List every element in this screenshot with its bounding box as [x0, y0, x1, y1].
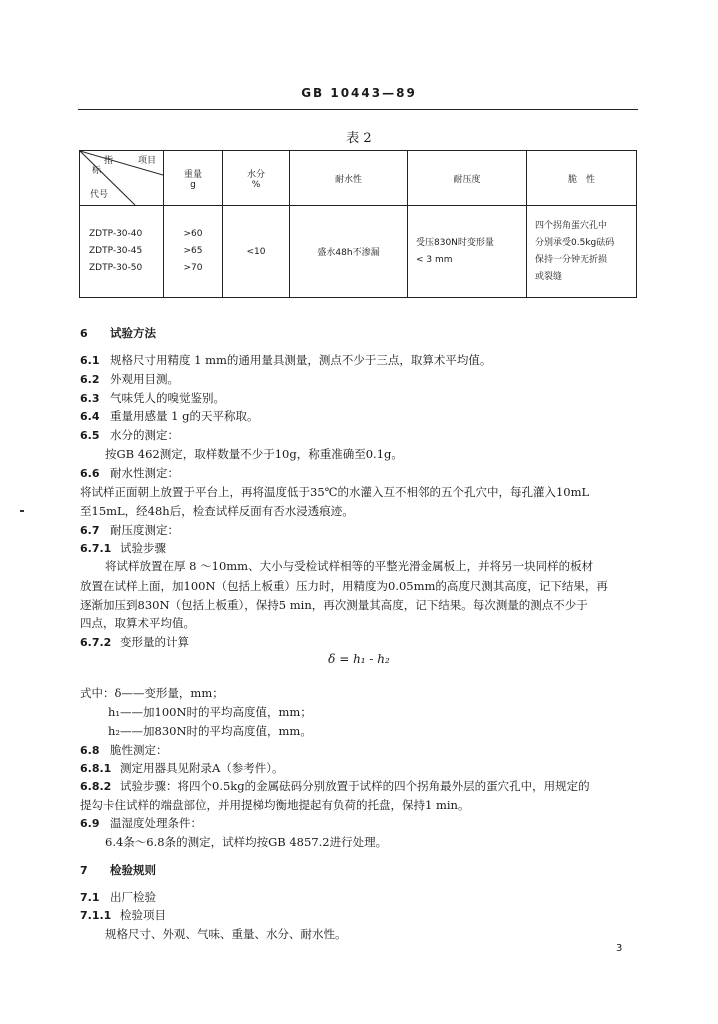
- clause-text: 将试样放置在厚 8 ～10mm、大小与受检试样相等的平整光滑金属板上，并将另一块同样的板材: [105, 559, 594, 573]
- clause-line: [80, 540, 166, 556]
- clause-number: 6.5: [80, 429, 100, 442]
- deformation-formula: δ = h₁ - h₂: [328, 652, 390, 666]
- text-line: [80, 797, 469, 813]
- text-line: [80, 615, 195, 631]
- clause-number: 6.7.1: [80, 542, 112, 555]
- brittle-cell: 四个拐角蛋穴孔中 分别承受0.5kg砝码 保持一分钟无折损 或裂缝: [527, 206, 637, 298]
- codes-cell: [80, 206, 164, 298]
- col-header-weight: 重量 g: [164, 151, 223, 206]
- clause-text: 脆性测定：: [110, 743, 168, 757]
- code-item: ZDTP-30-50: [89, 263, 143, 273]
- clause-number: 6.7: [80, 524, 100, 537]
- text-line: [108, 704, 312, 720]
- weights-cell: [164, 206, 223, 298]
- clause-line: [80, 907, 166, 923]
- clause-text: 重量用感量 1 g的天平称取。: [110, 409, 259, 423]
- clause-number: 6.8.1: [80, 762, 112, 775]
- clause-number: 6: [80, 327, 88, 340]
- text-line: [80, 685, 224, 701]
- clause-line: [80, 815, 202, 831]
- standard-header: GB 10443—89: [301, 86, 417, 100]
- clause-text: 规格尺寸、外观、气味、重量、水分、耐水性。: [105, 927, 347, 941]
- corner-label-mid: 标: [92, 166, 102, 176]
- code-item: ZDTP-30-45: [89, 246, 143, 256]
- clause-text: 放置在试样上面，加100N（包括上板重）压力时，用精度为0.05mm的高度尺测其高度，记下结果，再: [80, 579, 608, 593]
- clause-text: 逐渐加压到830N（包括上板重），保持5 min，再次测量其高度，记下结果。每次测量的测点不少于: [80, 598, 588, 612]
- clause-line: [80, 427, 179, 443]
- pressure-cell: 受压830N时变形量 < 3 mm: [408, 206, 527, 298]
- text-line: [80, 578, 608, 594]
- text-line: [105, 446, 403, 462]
- clause-text: 检验规则: [110, 863, 156, 877]
- water-cell: 盛水48h不渗漏: [290, 206, 408, 298]
- clause-line: [80, 465, 179, 481]
- weight-item: >60: [183, 229, 203, 239]
- corner-label-top: 指: [104, 156, 114, 166]
- clause-text: h₂——加830N时的平均高度值，mm。: [108, 724, 312, 738]
- code-item: ZDTP-30-40: [89, 229, 143, 239]
- col-header-pressure: 耐压度: [408, 151, 527, 206]
- margin-mark: [20, 510, 24, 512]
- clause-number: 6.8: [80, 744, 100, 757]
- text-line: [105, 834, 387, 850]
- clause-number: 7.1.1: [80, 909, 112, 922]
- clause-line: [80, 522, 179, 538]
- corner-label-right: 项目: [138, 156, 157, 166]
- header-rule: [78, 109, 638, 110]
- clause-text: 提勾卡住试样的端盘部位，并用提梯均衡地提起有负荷的托盘，保持1 min。: [80, 798, 470, 812]
- clause-number: 6.8.2: [80, 780, 112, 793]
- clause-line: [80, 408, 259, 424]
- clause-line: [80, 325, 156, 341]
- clause-text: 式中：δ——变形量，mm；: [80, 686, 224, 700]
- clause-line: [80, 352, 491, 368]
- clause-text: 外观用目测。: [110, 372, 179, 386]
- clause-text: 试验步骤: [120, 541, 166, 555]
- spec-table: [79, 150, 637, 298]
- table-data-row: [80, 206, 637, 298]
- clause-number: 6.7.2: [80, 636, 112, 649]
- clause-text: 变形量的计算: [120, 635, 189, 649]
- clause-text: 按GB 462测定，取样数量不少于10g，称重准确至0.1g。: [105, 447, 403, 461]
- col-header-moisture: 水分 %: [223, 151, 290, 206]
- clause-text: 耐水性测定：: [110, 466, 179, 480]
- clause-text: 规格尺寸用精度 1 mm的通用量具测量，测点不少于三点，取算术平均值。: [110, 353, 492, 367]
- clause-number: 6.2: [80, 373, 100, 386]
- clause-text: 四点，取算术平均值。: [80, 616, 195, 630]
- clause-line: [80, 742, 168, 758]
- moisture-cell: <10: [223, 206, 290, 298]
- clause-text: 耐压度测定：: [110, 523, 179, 537]
- clause-text: 试验步骤：将四个0.5kg的金属砝码分别放置于试样的四个拐角最外层的蛋穴孔中，用规定的: [120, 779, 590, 793]
- clause-text: 检验项目: [120, 908, 166, 922]
- clause-line: [80, 778, 590, 794]
- clause-line: [80, 634, 189, 650]
- clause-number: 7: [80, 864, 88, 877]
- text-line: [105, 558, 593, 574]
- clause-text: 出厂检验: [110, 890, 156, 904]
- text-line: [105, 926, 347, 942]
- col-header-water: 耐水性: [290, 151, 408, 206]
- clause-line: [80, 371, 179, 387]
- page-number: 3: [616, 943, 623, 954]
- clause-text: 温湿度处理条件：: [110, 816, 202, 830]
- text-line: [80, 503, 354, 519]
- clause-text: 试验方法: [110, 326, 156, 340]
- clause-line: [80, 390, 225, 406]
- clause-text: 测定用器具见附录A（参考件）。: [120, 761, 284, 775]
- clause-line: [80, 889, 156, 905]
- clause-number: 6.9: [80, 817, 100, 830]
- text-line: [80, 484, 589, 500]
- clause-line: [80, 760, 284, 776]
- col-header-brittle: 脆 性: [527, 151, 637, 206]
- clause-number: 6.4: [80, 410, 100, 423]
- weight-item: >70: [183, 263, 203, 273]
- clause-text: 水分的测定：: [110, 428, 179, 442]
- clause-text: h₁——加100N时的平均高度值，mm；: [108, 705, 312, 719]
- clause-text: 至15mL，经48h后，检查试样反面有否水浸透痕迹。: [80, 504, 354, 518]
- text-line: [80, 597, 588, 613]
- text-line: [108, 723, 312, 739]
- clause-number: 6.6: [80, 467, 100, 480]
- corner-label-bottom: 代号: [90, 190, 109, 200]
- clause-number: 6.1: [80, 354, 100, 367]
- weight-item: >65: [183, 246, 203, 256]
- table-title: 表 2: [346, 131, 372, 146]
- clause-text: 气味凭人的嗅觉鉴别。: [110, 391, 225, 405]
- corner-cell: [80, 151, 164, 206]
- clause-number: 6.3: [80, 392, 100, 405]
- clause-text: 6.4条～6.8条的测定，试样均按GB 4857.2进行处理。: [105, 835, 388, 849]
- clause-text: 将试样正面朝上放置于平台上，再将温度低于35℃的水灌入互不相邻的五个孔穴中，每孔灌入10mL: [80, 485, 590, 499]
- clause-number: 7.1: [80, 891, 100, 904]
- clause-line: [80, 862, 156, 878]
- table-header-row: [80, 151, 637, 206]
